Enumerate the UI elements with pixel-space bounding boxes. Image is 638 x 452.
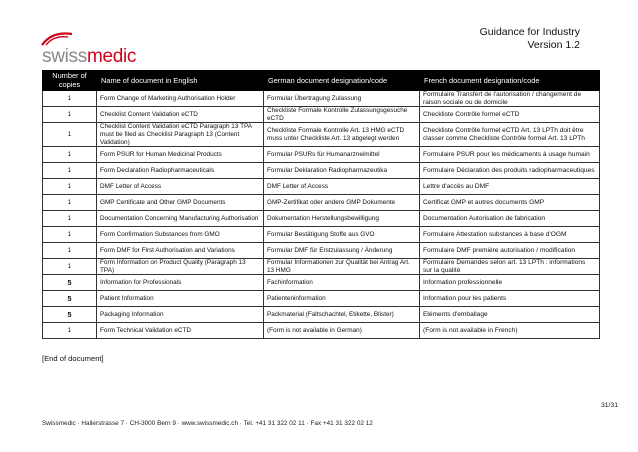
document-title: Guidance for Industry xyxy=(479,26,580,38)
german-cell: Dokumentation Herstellungsbewilligung xyxy=(264,211,420,227)
table-row xyxy=(43,147,600,163)
german-cell: Formular Übertragung Zulassung xyxy=(264,91,420,107)
english-cell: Form PSUR for Human Medicinal Products xyxy=(97,147,264,163)
english-cell: Form Change of Marketing Authorisation Holder xyxy=(97,91,264,107)
table-row xyxy=(43,259,600,275)
end-of-document-note: [End of document] xyxy=(42,354,104,363)
german-cell: (Form is not available in German) xyxy=(264,323,420,339)
table-row xyxy=(43,323,600,339)
table-row xyxy=(43,291,600,307)
header-name-german: German document designation/code xyxy=(264,71,420,91)
copies-cell: 1 xyxy=(43,179,97,195)
french-cell: Formulaire Attestation substances à base d'OGM xyxy=(420,227,600,243)
copies-cell: 1 xyxy=(43,323,97,339)
logo-mark-icon xyxy=(38,30,78,46)
document-version: Version 1.2 xyxy=(527,39,580,51)
copies-cell: 1 xyxy=(43,163,97,179)
french-cell: Formulaire Transfert de l'autorisation / changement de raison sociale ou de domicile xyxy=(420,91,600,107)
french-cell: (Form is not available in French) xyxy=(420,323,600,339)
french-cell: Information professionnelle xyxy=(420,275,600,291)
table-row xyxy=(43,91,600,107)
copies-cell: 1 xyxy=(43,91,97,107)
copies-cell: 1 xyxy=(43,123,97,147)
english-cell: Checklist Content Validation eCTD Paragraph 13 TPA must be filed as Checklist Paragraph 13 (Content Validation) xyxy=(97,123,264,147)
french-cell: Documentation Autorisation de fabrication xyxy=(420,211,600,227)
table-row xyxy=(43,163,600,179)
table-row xyxy=(43,211,600,227)
swissmedic-logo xyxy=(38,30,178,67)
copies-cell: 5 xyxy=(43,275,97,291)
copies-cell: 1 xyxy=(43,227,97,243)
table-row xyxy=(43,227,600,243)
french-cell: Checkliste Contrôle formel eCTD xyxy=(420,107,600,123)
document-header xyxy=(480,26,580,52)
english-cell: DMF Letter of Access xyxy=(97,179,264,195)
german-cell: Formular DMF für Erstzulassung / Änderung xyxy=(264,243,420,259)
english-cell: Documentation Concerning Manufacturing Authorisation xyxy=(97,211,264,227)
english-cell: Form DMF for First Authorisation and Variations xyxy=(97,243,264,259)
english-cell: Checklist Content Validation eCTD xyxy=(97,107,264,123)
copies-cell: 1 xyxy=(43,259,97,275)
german-cell: Formular PSURs für Humanarzneimittel xyxy=(264,147,420,163)
english-cell: Patient Information xyxy=(97,291,264,307)
english-cell: Packaging Information xyxy=(97,307,264,323)
english-cell: Form Technical Validation eCTD xyxy=(97,323,264,339)
french-cell: Information pour les patients xyxy=(420,291,600,307)
french-cell: Certificat GMP et autres documents GMP xyxy=(420,195,600,211)
table-row xyxy=(43,107,600,123)
french-cell: Formulaire DMF première autorisation / modification xyxy=(420,243,600,259)
copies-cell: 1 xyxy=(43,243,97,259)
copies-cell: 1 xyxy=(43,107,97,123)
page-number: 31/31 xyxy=(600,402,618,409)
english-cell: Form Declaration Radiopharmaceuticals xyxy=(97,163,264,179)
header-number-of-copies: Number of copies xyxy=(43,71,97,91)
french-cell: Formulaire PSUR pour les médicaments à usage humain xyxy=(420,147,600,163)
french-cell: Formulaire Demandes selon art. 13 LPTh : informations sur la qualité xyxy=(420,259,600,275)
page-footer: Swissmedic · Hallerstrasse 7 · CH-3000 Bern 9 · www.swissmedic.ch · Tel. +41 31 322 02 11 · Fax +41 31 322 02 12 xyxy=(42,420,373,427)
french-cell: Eléments d'emballage xyxy=(420,307,600,323)
table-row xyxy=(43,243,600,259)
german-cell: Formular Deklaration Radiopharmazeutika xyxy=(264,163,420,179)
documents-table xyxy=(42,70,600,339)
table-row xyxy=(43,307,600,323)
german-cell: DMF Letter of Access xyxy=(264,179,420,195)
german-cell: Checkliste Formale Kontrolle Art. 13 HMG eCTD muss unter Checkliste Art. 13 abgelegt werden xyxy=(264,123,420,147)
table-row xyxy=(43,179,600,195)
copies-cell: 5 xyxy=(43,307,97,323)
copies-cell: 1 xyxy=(43,195,97,211)
copies-cell: 1 xyxy=(43,147,97,163)
german-cell: Checkliste Formale Kontrolle Zulassungsgesuche eCTD xyxy=(264,107,420,123)
table-row xyxy=(43,123,600,147)
table-row xyxy=(43,195,600,211)
german-cell: Fachinformation xyxy=(264,275,420,291)
german-cell: Formular Informationen zur Qualität bei Antrag Art. 13 HMG xyxy=(264,259,420,275)
english-cell: GMP Certificate and Other GMP Documents xyxy=(97,195,264,211)
english-cell: Form Information on Product Quality (Paragraph 13 TPA) xyxy=(97,259,264,275)
german-cell: GMP-Zertifikat oder andere GMP Dokumente xyxy=(264,195,420,211)
copies-cell: 1 xyxy=(43,211,97,227)
copies-cell: 5 xyxy=(43,291,97,307)
german-cell: Patienteninformation xyxy=(264,291,420,307)
english-cell: Information for Professionals xyxy=(97,275,264,291)
table-header-row xyxy=(43,71,600,91)
table-row xyxy=(43,275,600,291)
logo-swiss: swiss xyxy=(42,46,87,67)
header-name-english: Name of document in English xyxy=(97,71,264,91)
english-cell: Form Confirmation Substances from GMO xyxy=(97,227,264,243)
french-cell: Lettre d'accès au DMF xyxy=(420,179,600,195)
german-cell: Packmaterial (Faltschachtel, Etikette, Blister) xyxy=(264,307,420,323)
header-name-french: French document designation/code xyxy=(420,71,600,91)
french-cell: Checkliste Contrôle formel eCTD Art. 13 LPTh doit être classer comme Checkliste Contrôle formel Art. 13 LPTh xyxy=(420,123,600,147)
logo-wordmark xyxy=(42,46,136,68)
german-cell: Formular Bestätigung Stoffe aus GVO xyxy=(264,227,420,243)
french-cell: Formulaire Déclaration des produits radiopharmaceutiques xyxy=(420,163,600,179)
logo-medic: medic xyxy=(86,46,137,67)
